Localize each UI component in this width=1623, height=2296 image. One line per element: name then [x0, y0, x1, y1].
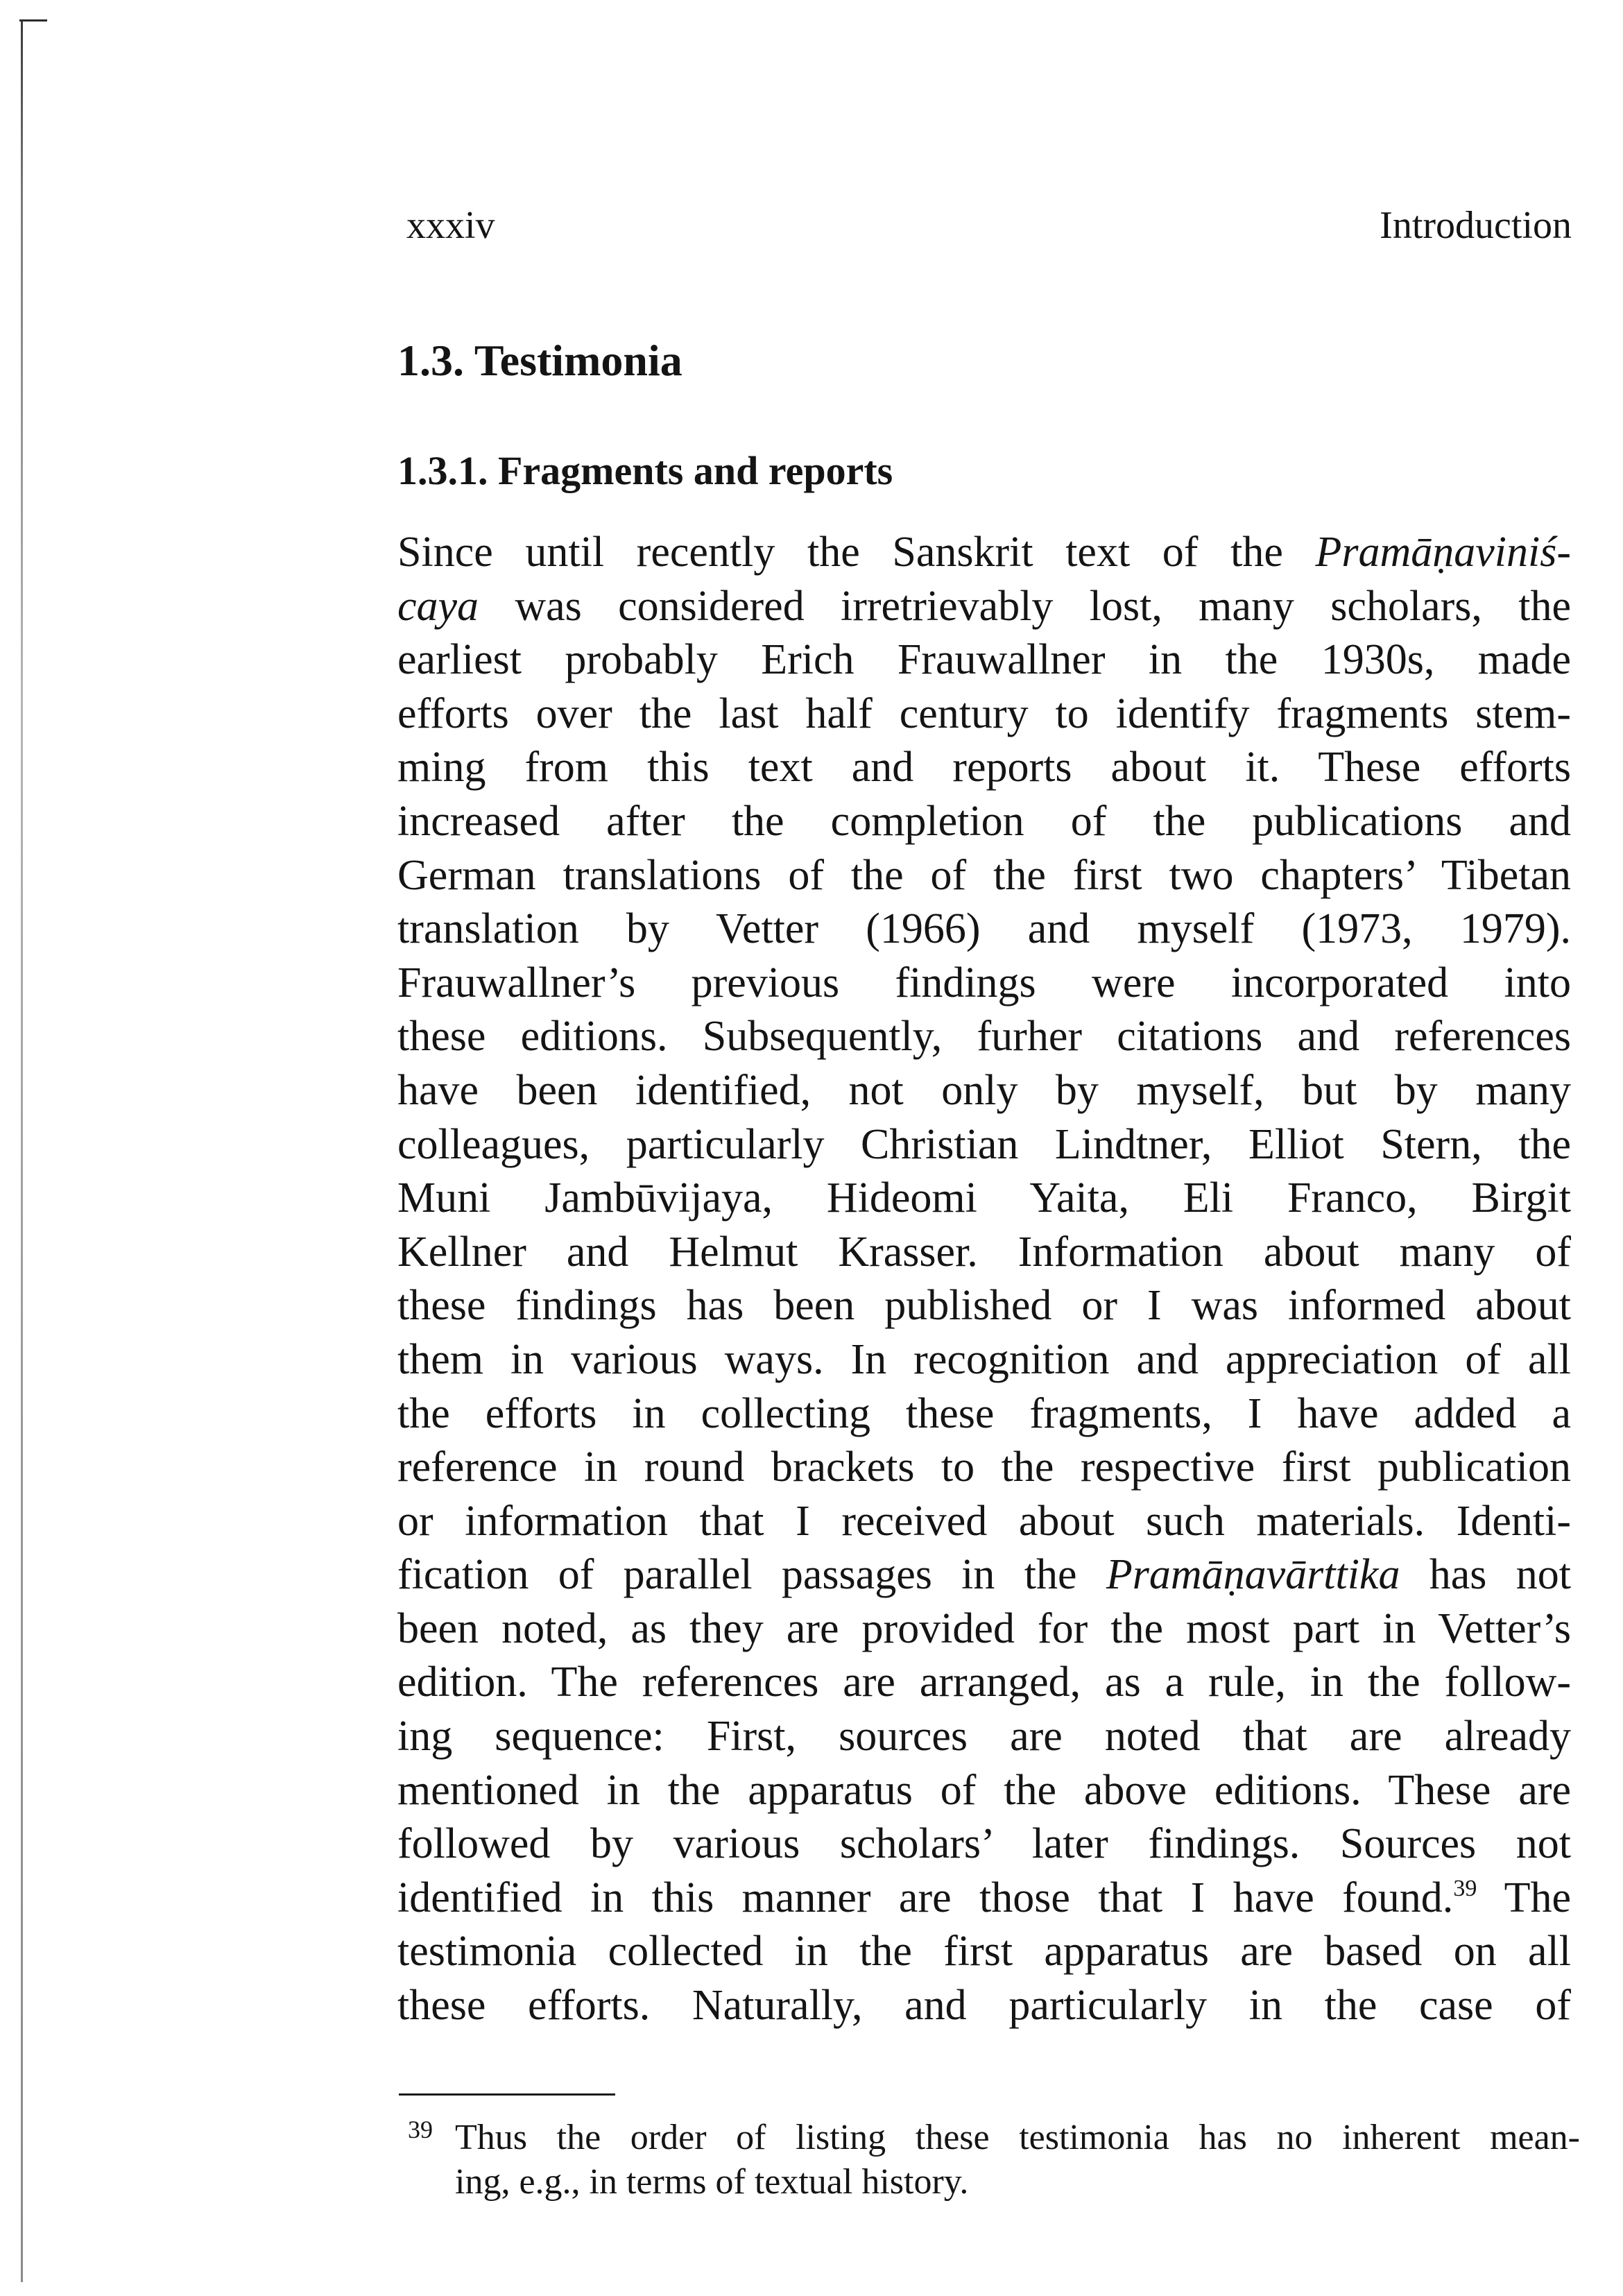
- body-line: German translations of the of the first two chapters’ Tibetan: [397, 851, 1571, 899]
- body-line: have been identified, not only by myself, but by many: [397, 1066, 1571, 1114]
- italic-work-title-continued: caya: [397, 582, 479, 630]
- footnote-line: Thus the order of listing these testimonia has no inherent mean-: [455, 2118, 1580, 2157]
- body-line: [397, 580, 1571, 634]
- section-title: 1.3. Testimonia: [397, 336, 682, 385]
- body-line: edition. The references are arranged, as a rule, in the follow-: [397, 1659, 1571, 1706]
- body-text-run: was considered irretrievably lost, many scholars, the: [479, 582, 1571, 630]
- body-line: followed by various scholars’ later findings. Sources not: [397, 1820, 1571, 1868]
- body-text-run: The: [1477, 1874, 1571, 1921]
- body-line: the efforts in collecting these fragments, I have added a: [397, 1389, 1571, 1437]
- body-line: them in various ways. In recognition and appreciation of all: [397, 1335, 1571, 1383]
- body-line: mentioned in the apparatus of the above editions. These are: [397, 1766, 1571, 1814]
- italic-work-title: Pramāṇavārttika: [1106, 1551, 1400, 1599]
- body-text-run: identified in this manner are those that I have found.: [397, 1874, 1454, 1921]
- body-line: earliest probably Erich Frauwallner in the 1930s, made: [397, 636, 1571, 684]
- body-line: [397, 1871, 1571, 1926]
- scan-edge-left: [21, 21, 23, 2282]
- body-line: translation by Vetter (1966) and myself (1973, 1979).: [397, 905, 1571, 953]
- body-line: these findings has been published or I was informed about: [397, 1282, 1571, 1330]
- body-line: testimonia collected in the first apparatus are based on all: [397, 1928, 1571, 1976]
- body-text-run: has not: [1400, 1551, 1572, 1599]
- footnote-reference[interactable]: 39: [1453, 1875, 1477, 1901]
- body-line: ing sequence: First, sources are noted that are already: [397, 1713, 1571, 1760]
- page-number: xxxiv: [406, 204, 495, 247]
- body-line: these efforts. Naturally, and particularly in the case of: [397, 1982, 1571, 2030]
- body-line: ming from this text and reports about it. These efforts: [397, 744, 1571, 791]
- footnote-number: 39: [408, 2116, 433, 2143]
- footnote-line: ing, e.g., in terms of textual history.: [455, 2162, 969, 2202]
- body-line: [397, 526, 1571, 580]
- running-head: [406, 201, 1572, 250]
- body-line: these editions. Subsequently, furher citations and references: [397, 1013, 1571, 1061]
- subsection-title: 1.3.1. Fragments and reports: [397, 448, 893, 493]
- body-line: or information that I received about such materials. Identi-: [397, 1497, 1571, 1545]
- chapter-title: Introduction: [1380, 204, 1572, 247]
- italic-work-title: Pramāṇaviniś-: [1315, 529, 1571, 576]
- body-line: Kellner and Helmut Krasser. Information about many of: [397, 1228, 1571, 1276]
- body-line: been noted, as they are provided for the most part in Vetter’s: [397, 1604, 1571, 1652]
- body-text-run: fication of parallel passages in the: [397, 1551, 1106, 1599]
- body-line: [397, 1548, 1571, 1602]
- footnote-rule: [399, 2093, 615, 2096]
- body-paragraph: [397, 526, 1571, 2033]
- body-line: increased after the completion of the publications and: [397, 797, 1571, 845]
- scan-edge-top: [19, 19, 47, 22]
- footnote: [408, 2116, 1580, 2204]
- body-line: Muni Jambūvijaya, Hideomi Yaita, Eli Franco, Birgit: [397, 1174, 1571, 1222]
- body-line: reference in round brackets to the respective first publication: [397, 1443, 1571, 1491]
- body-line: efforts over the last half century to identify fragments stem-: [397, 689, 1571, 737]
- body-line: colleagues, particularly Christian Lindtner, Elliot Stern, the: [397, 1120, 1571, 1168]
- body-text-run: Since until recently the Sanskrit text of the: [397, 529, 1316, 576]
- body-line: Frauwallner’s previous findings were incorporated into: [397, 959, 1571, 1006]
